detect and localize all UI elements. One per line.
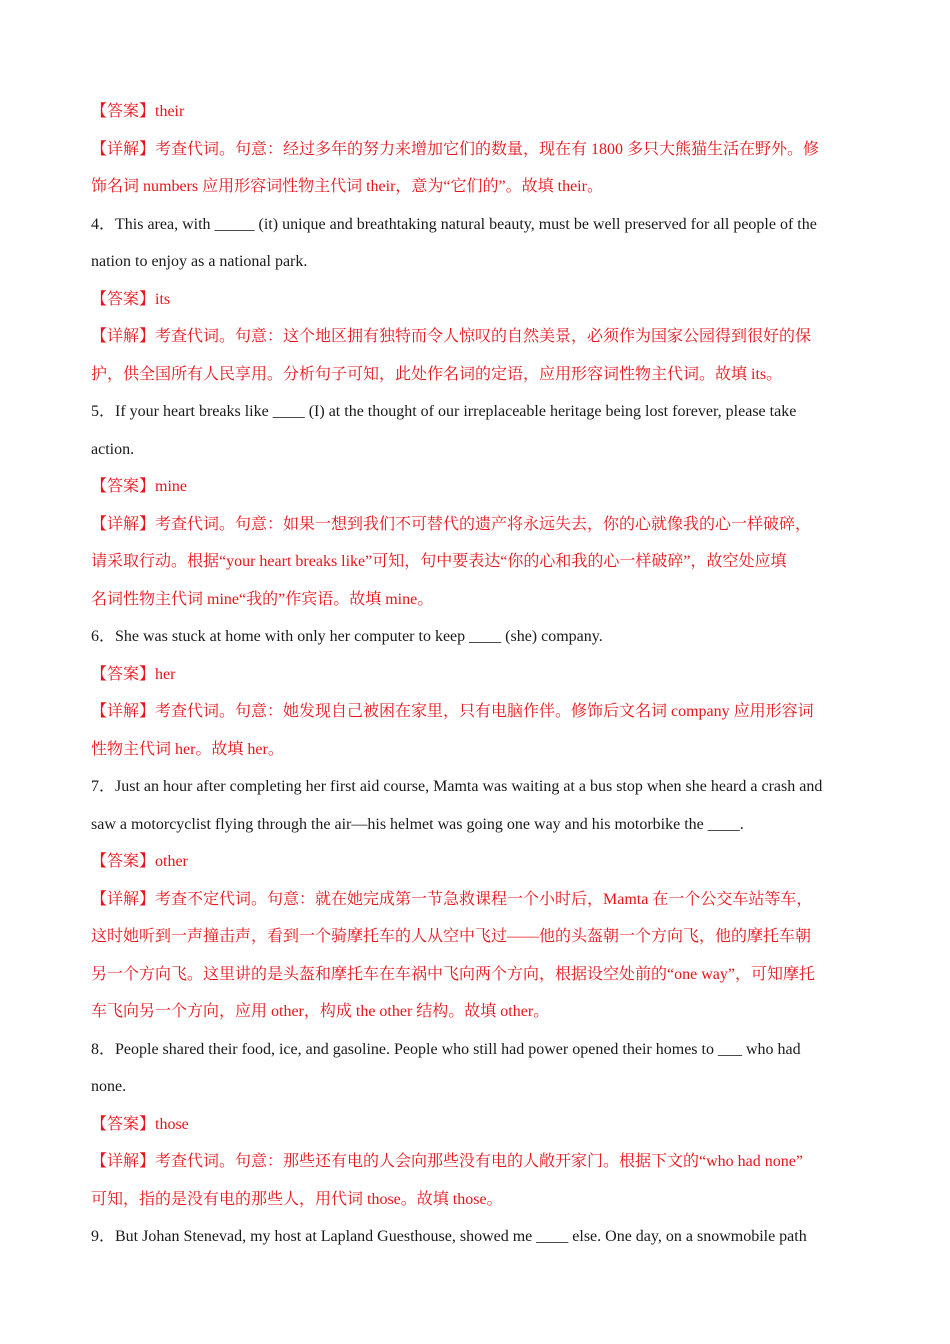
- question-line: 6．She was stuck at home with only her computer to keep ____ (she) company.: [91, 628, 603, 645]
- answer-line: 【答案】her: [91, 665, 176, 683]
- question-line: action.: [91, 440, 135, 458]
- question-line: none.: [91, 1078, 127, 1095]
- explanation-line: 【详解】考查不定代词。句意：就在她完成第一节急救课程一个小时后，Mamta 在一个公交车站等车，: [91, 890, 813, 908]
- answer-line: 【答案】other: [91, 853, 188, 870]
- explanation-line: 可知，指的是没有电的那些人，用代词 those。故填 those。: [91, 1190, 503, 1208]
- explanation-line: 这时她听到一声撞击声，看到一个骑摩托车的人从空中飞过——他的头盔朝一个方向飞，他的摩托车朝: [91, 928, 812, 945]
- explanation-line: 名词性物主代词 mine“我的”作宾语。故填 mine。: [91, 590, 434, 608]
- explanation-line: 【详解】考查代词。句意：经过多年的努力来增加它们的数量，现在有 1800 多只大熊猫生活在野外。修: [91, 140, 820, 158]
- explanation-line: 饰名词 numbers 应用形容词性物主代词 their，意为“它们的”。故填 their。: [91, 178, 603, 195]
- explanation-line: 【详解】考查代词。句意：如果一想到我们不可替代的遗产将永远失去，你的心就像我的心一样破碎，: [91, 515, 812, 533]
- answer-line: 【答案】those: [91, 1115, 189, 1133]
- explanation-line: 性物主代词 her。故填 her。: [91, 740, 284, 758]
- question-line: saw a motorcyclist flying through the air—his helmet was going one way and his motorbike the ____.: [91, 815, 744, 833]
- question-line: 7．Just an hour after completing her first aid course, Mamta was waiting at a bus stop when she heard a crash and: [91, 778, 823, 795]
- explanation-line: 车飞向另一个方向，应用 other，构成 the other 结构。故填 other。: [91, 1003, 550, 1020]
- explanation-line: 【详解】考查代词。句意：那些还有电的人会向那些没有电的人敞开家门。根据下文的“who had none”: [91, 1153, 803, 1170]
- question-line: nation to enjoy as a national park.: [91, 253, 308, 270]
- document-body: [91, 93, 861, 1256]
- question-line: 8．People shared their food, ice, and gasoline. People who still had power opened their homes to ___ who had: [91, 1040, 801, 1058]
- explanation-line: 【详解】考查代词。句意：她发现自己被困在家里，只有电脑作伴。修饰后文名词 company 应用形容词: [91, 703, 814, 720]
- explanation-line: 另一个方向飞。这里讲的是头盔和摩托车在车祸中飞向两个方向，根据设空处前的“one way”，可知摩托: [91, 965, 815, 983]
- question-line: 5．If your heart breaks like ____ (I) at the thought of our irreplaceable heritage being lost forever, please take: [91, 403, 797, 420]
- answer-line: 【答案】their: [91, 103, 185, 120]
- explanation-line: 护，供全国所有人民享用。分析句子可知，此处作名词的定语，应用形容词性物主代词。故填 its。: [91, 365, 783, 383]
- explanation-line: 请采取行动。根据“your heart breaks like”可知，句中要表达“你的心和我的心一样破碎”，故空处应填: [91, 553, 787, 570]
- question-line: 4．This area, with _____ (it) unique and breathtaking natural beauty, must be well preserved for all people of the: [91, 215, 817, 233]
- explanation-line: 【详解】考查代词。句意：这个地区拥有独特而令人惊叹的自然美景，必须作为国家公园得到很好的保: [91, 328, 812, 345]
- answer-line: 【答案】mine: [91, 478, 187, 495]
- answer-line: 【答案】its: [91, 290, 171, 308]
- question-line: 9．But Johan Stenevad, my host at Lapland Guesthouse, showed me ____ else. One day, on a snowmobile path: [91, 1228, 807, 1245]
